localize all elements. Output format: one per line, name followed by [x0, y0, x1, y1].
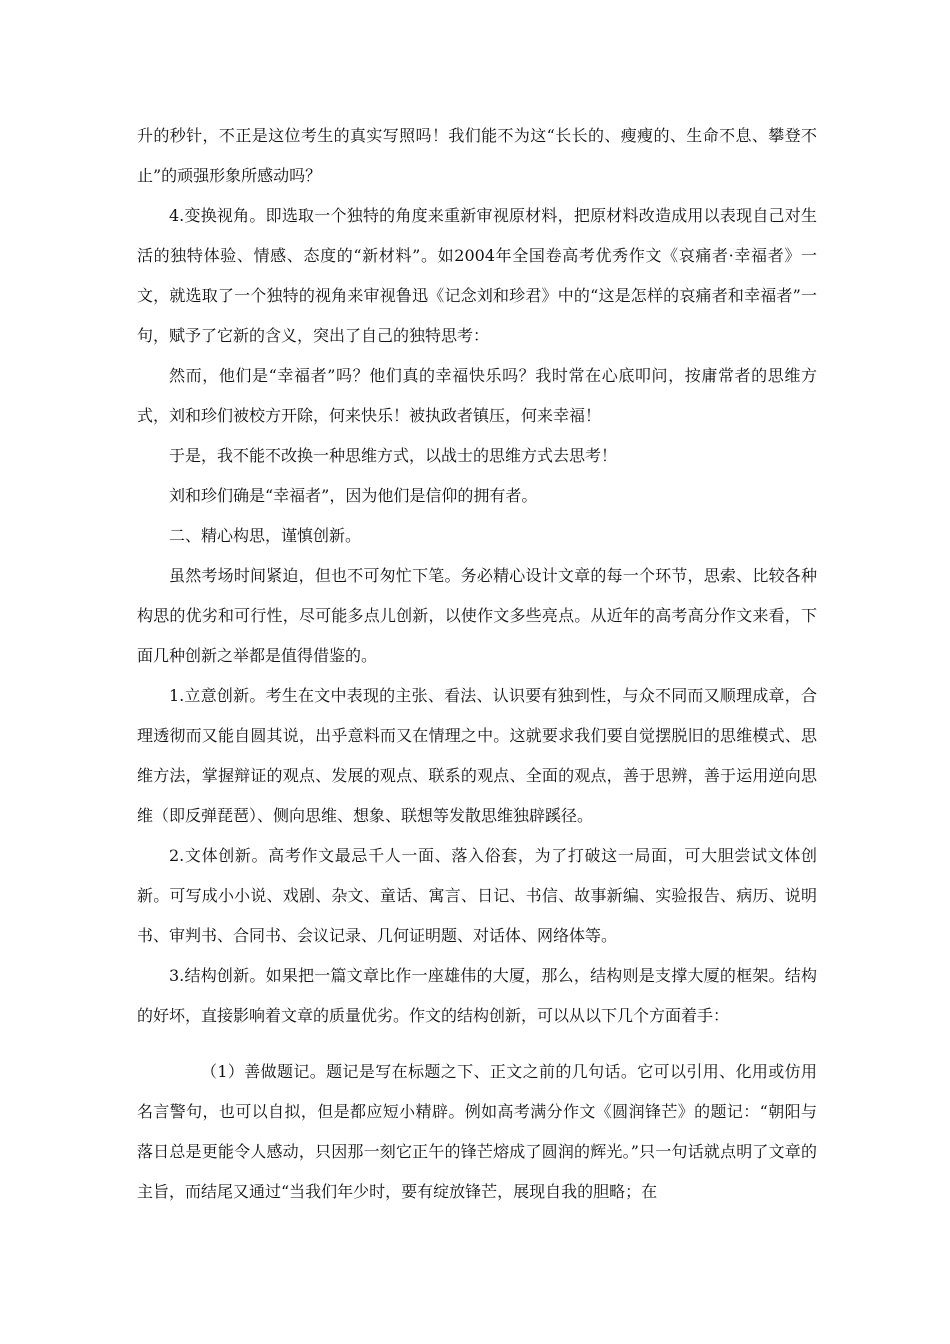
paragraph-epigraph: （1）善做题记。题记是写在标题之下、正文之前的几句话。它可以引用、化用或仿用名言警句，也可以自拟，但是都应短小精辟。例如高考满分作文《圆润锋芒》的题记：“朝阳与落日总是更能令人感动，只因那一刻它正午的锋芒熔成了圆润的辉光。”只一句话就点明了文章的主旨，而结尾又通过“当我们年少时，要有绽放锋芒，展现自我的胆略；在	[137, 1062, 817, 1201]
paragraph-theme-innovation: 1.立意创新。考生在文中表现的主张、看法、认识要有独到性，与众不同而又顺理成章，合理透彻而又能自圆其说，出乎意料而又在情理之中。这就要求我们要自觉摆脱旧的思维模式、思维方法，掌握辩证的观点、发展的观点、联系的观点、全面的观点，善于思辨，善于运用逆向思维（即反弹琵琶）、侧向思维、想象、联想等发散思维独辟蹊径。	[137, 686, 817, 825]
paragraph-quote-2: 于是，我不能不改换一种思维方式，以战士的思维方式去思考！	[169, 446, 618, 465]
paragraph-continuation: 升的秒针，不正是这位考生的真实写照吗！我们能不为这“长长的、瘦瘦的、生命不息、攀登不止”的顽强形象所感动吗？	[137, 126, 817, 185]
paragraph-structure-innovation: 3.结构创新。如果把一篇文章比作一座雄伟的大厦，那么，结构则是支撑大厦的框架。结构的好坏，直接影响着文章的质量优劣。作文的结构创新，可以从以下几个方面着手：	[137, 966, 817, 1025]
section-heading-two: 二、精心构思，谨慎创新。	[169, 526, 362, 545]
paragraph-quote-1: 然而，他们是“幸福者”吗？他们真的幸福快乐吗？我时常在心底叩问，按庸常者的思维方式，刘和珍们被校方开除，何来快乐！被执政者镇压，何来幸福！	[137, 366, 817, 425]
body-text-lower	[137, 1052, 817, 1212]
paragraph-change-perspective: 4.变换视角。即选取一个独特的角度来重新审视原材料，把原材料改造成用以表现自己对生活的独特体验、情感、态度的“新材料”。如2004年全国卷高考优秀作文《哀痛者·幸福者》一文，就选取了一个独特的视角来审视鲁迅《记念刘和珍君》中的“这是怎样的哀痛者和幸福者”一句，赋予了它新的含义，突出了自己的独特思考：	[137, 206, 817, 345]
body-text-upper	[137, 116, 817, 1036]
paragraph-section-intro: 虽然考场时间紧迫，但也不可匆忙下笔。务必精心设计文章的每一个环节，思索、比较各种构思的优劣和可行性，尽可能多点儿创新，以使作文多些亮点。从近年的高考高分作文来看，下面几种创新之举都是值得借鉴的。	[137, 566, 817, 665]
paragraph-quote-3: 刘和珍们确是“幸福者”，因为他们是信仰的拥有者。	[169, 486, 538, 505]
paragraph-genre-innovation: 2.文体创新。高考作文最忌千人一面、落入俗套，为了打破这一局面，可大胆尝试文体创新。可写成小小说、戏剧、杂文、童话、寓言、日记、书信、故事新编、实验报告、病历、说明书、审判书、合同书、会议记录、几何证明题、对话体、网络体等。	[137, 846, 817, 945]
